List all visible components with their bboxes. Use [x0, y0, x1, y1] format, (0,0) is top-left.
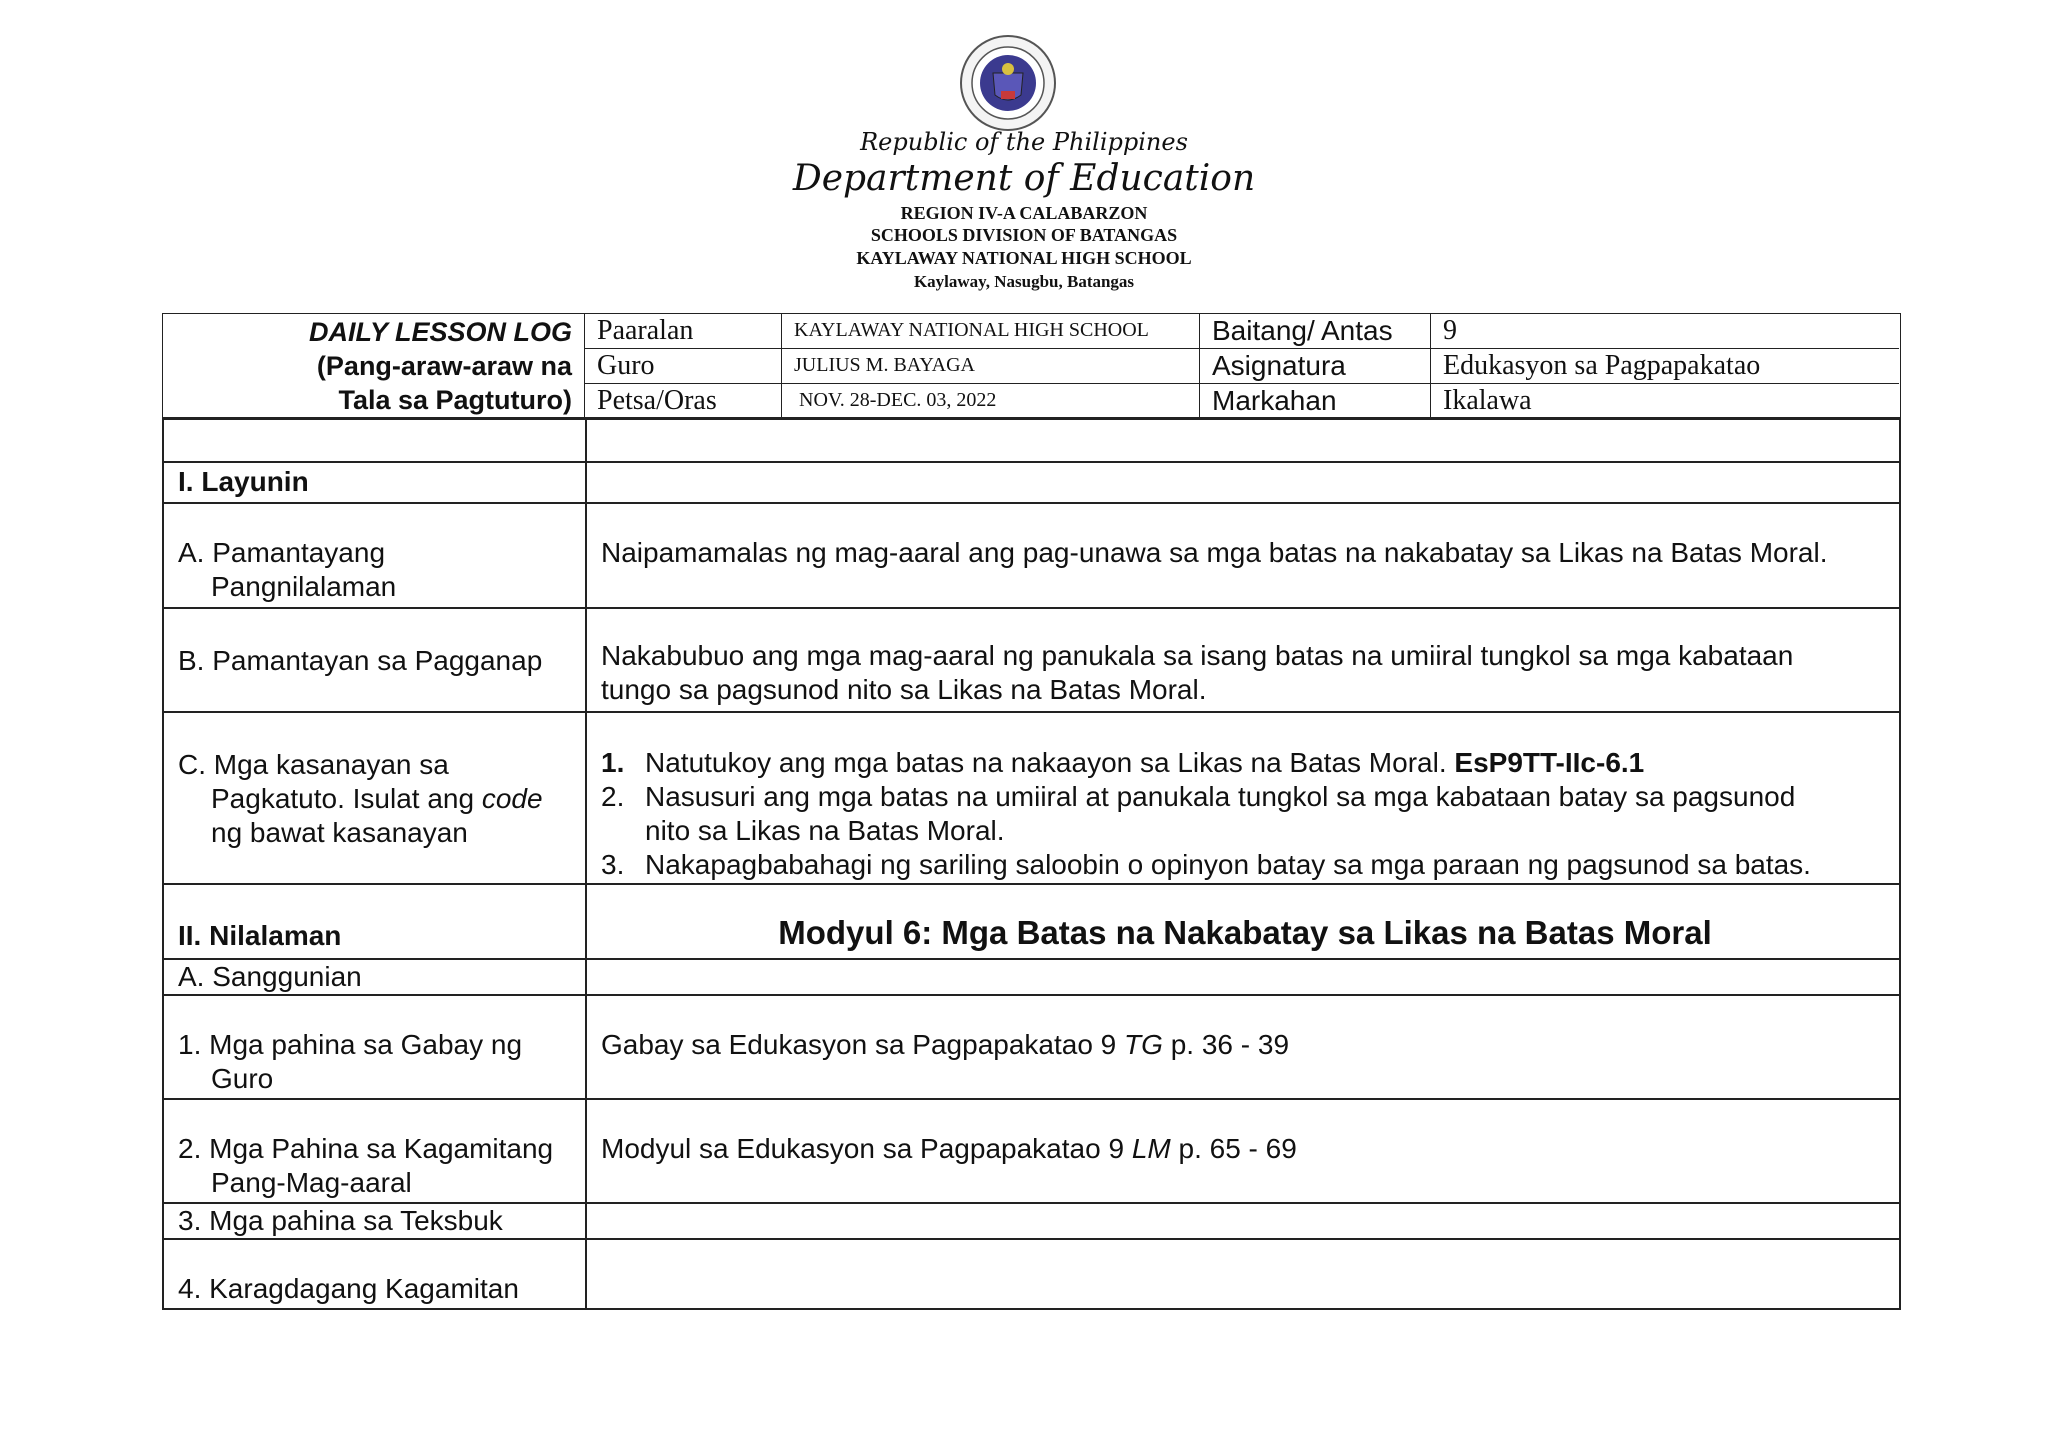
list-item	[601, 848, 1811, 882]
karagdagang-label: 4. Karagdagang Kagamitan	[178, 1273, 519, 1304]
list-item	[601, 780, 1811, 848]
markahan-value: Ikalawa	[1443, 385, 1532, 416]
gabay-value-title: Gabay sa Edukasyon sa Pagpapakatao 9	[601, 1029, 1117, 1060]
table-row	[162, 1240, 1901, 1310]
table-row	[162, 960, 1901, 996]
kasanayan-label-line1: C. Mga kasanayan sa	[178, 749, 449, 780]
list-item-number: 3.	[601, 849, 625, 880]
dll-title-line2: (Pang-araw-araw na	[316, 351, 572, 381]
table-row	[162, 885, 1901, 960]
petsa-label: Petsa/Oras	[585, 384, 782, 419]
kagamitang-label	[178, 1132, 553, 1200]
layunin-heading: I. Layunin	[178, 466, 309, 497]
gabay-label	[178, 1028, 522, 1096]
sanggunian-label: A. Sanggunian	[178, 961, 362, 992]
table-row	[162, 1204, 1901, 1240]
baitang-value: 9	[1431, 314, 1899, 349]
pamantayang-label-line1: A. Pamantayang	[178, 537, 386, 568]
paaralan-label: Paaralan	[585, 314, 782, 349]
pagganap-value	[601, 639, 1793, 707]
kasanayan-label	[178, 748, 543, 850]
list-item-text: Nasusuri ang mga batas na umiiral at panukala tungkol sa mga kabataan batay sa pagsunod	[645, 781, 1796, 812]
pamantayang-label	[178, 536, 396, 604]
kagamitang-label-line2: Pang-Mag-aaral	[211, 1167, 412, 1198]
dll-title-line3: Tala sa Pagtuturo)	[338, 385, 572, 415]
table-row	[162, 996, 1901, 1100]
list-item-number: 2.	[601, 781, 625, 812]
gabay-label-line1: 1. Mga pahina sa Gabay ng	[178, 1029, 523, 1060]
pamantayang-label-line2: Pangnilalaman	[211, 571, 397, 602]
lesson-plan-table	[162, 420, 1901, 1310]
kagamitang-value-abbrev: LM	[1131, 1133, 1171, 1164]
table-row	[162, 420, 1901, 463]
list-item-text-cont: nito sa Likas na Batas Moral.	[645, 815, 1005, 846]
list-item-text: Natutukoy ang mga batas na nakaayon sa Likas na Batas Moral.	[645, 747, 1447, 778]
school-address: Kaylaway, Nasugbu, Batangas	[913, 272, 1135, 291]
table-row	[162, 1100, 1901, 1204]
list-item-number: 1.	[601, 747, 625, 778]
table-row	[162, 463, 1901, 504]
competency-code: EsP9TT-IIc-6.1	[1454, 747, 1645, 778]
baitang-label: Baitang/ Antas	[1200, 314, 1431, 349]
kagamitang-value-title: Modyul sa Edukasyon sa Pagpapakatao 9	[601, 1133, 1125, 1164]
list-item-text: Nakapagbabahagi ng sariling saloobin o opinyon batay sa mga paraan ng pagsunod sa batas.	[645, 849, 1811, 880]
asignatura-value: Edukasyon sa Pagpapakatao	[1431, 349, 1899, 384]
kagamitang-value-pages: p. 65 - 69	[1178, 1133, 1297, 1164]
pamantayang-value: Naipamamalas ng mag-aaral ang pag-unawa sa mga batas na nakabatay sa Likas na Batas Moral.	[601, 537, 1828, 568]
guro-value: JULIUS M. BAYAGA	[782, 349, 1200, 384]
kasanayan-label-line3: ng bawat kasanayan	[211, 817, 468, 848]
kagamitang-label-line1: 2. Mga Pahina sa Kagamitang	[178, 1133, 554, 1164]
kasanayan-label-code: code	[481, 783, 543, 814]
paaralan-value: KAYLAWAY NATIONAL HIGH SCHOOL	[782, 314, 1200, 349]
table-row	[162, 609, 1901, 713]
dll-title-line1: DAILY LESSON LOG	[308, 317, 572, 347]
table-row	[162, 504, 1901, 609]
division-text: SCHOOLS DIVISION OF BATANGAS	[870, 225, 1178, 245]
petsa-value: NOV. 28-DEC. 03, 2022	[782, 384, 1200, 419]
pagganap-value-line2: tungo sa pagsunod nito sa Likas na Batas Moral.	[601, 674, 1207, 705]
gabay-value-pages: p. 36 - 39	[1170, 1029, 1290, 1060]
nilalaman-heading: II. Nilalaman	[178, 920, 342, 951]
republic-text: Republic of the Philippines	[860, 128, 1188, 156]
gabay-value-abbrev: TG	[1124, 1029, 1163, 1060]
gabay-label-line2: Guro	[211, 1063, 274, 1094]
module-title: Modyul 6: Mga Batas na Nakabatay sa Likas na Batas Moral	[778, 914, 1712, 951]
department-title: Department of Education	[792, 158, 1256, 199]
region-text: REGION IV-A CALABARZON	[900, 203, 1148, 223]
deped-seal-logo	[935, 33, 1081, 133]
gabay-value	[601, 1028, 1289, 1062]
dll-title	[163, 314, 585, 418]
teksbuk-label: 3. Mga pahina sa Teksbuk	[178, 1205, 503, 1236]
markahan-label: Markahan	[1200, 384, 1431, 419]
kasanayan-label-line2: Pagkatuto. Isulat ang	[211, 783, 475, 814]
lesson-info-table	[162, 313, 1901, 420]
asignatura-label: Asignatura	[1200, 349, 1431, 384]
guro-label: Guro	[585, 349, 782, 384]
pagganap-label: B. Pamantayan sa Pagganap	[178, 645, 543, 676]
kagamitang-value	[601, 1132, 1297, 1166]
kasanayan-list	[601, 746, 1811, 882]
pagganap-value-line1: Nakabubuo ang mga mag-aaral ng panukala sa isang batas na umiiral tungkol sa mga kabataan	[601, 640, 1794, 671]
table-row	[162, 713, 1901, 885]
list-item	[601, 746, 1811, 780]
school-name: KAYLAWAY NATIONAL HIGH SCHOOL	[856, 248, 1192, 268]
